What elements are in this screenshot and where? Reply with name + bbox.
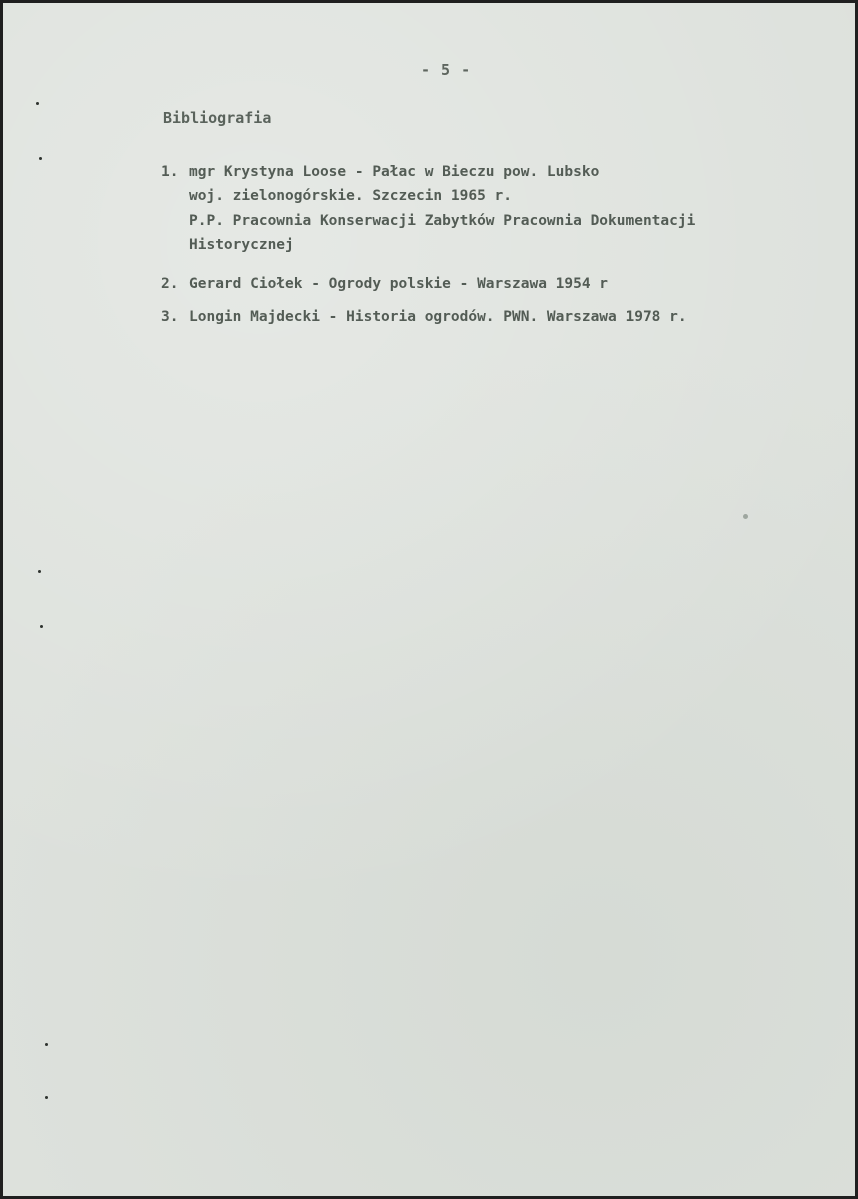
entry-1-number: 1.	[161, 164, 179, 180]
entry-1-line-1: mgr Krystyna Loose - Pałac w Bieczu pow. Lubsko	[189, 164, 600, 180]
scan-speck	[36, 102, 39, 105]
entry-1-line-4: Historycznej	[189, 237, 294, 253]
entry-3-number: 3.	[161, 309, 179, 325]
scan-speck	[45, 1043, 48, 1046]
entry-2-number: 2.	[161, 276, 179, 292]
scan-speck	[45, 1096, 48, 1099]
scan-speck	[38, 570, 41, 573]
page-number: - 5 -	[421, 61, 472, 79]
entry-1-line-3: P.P. Pracownia Konserwacji Zabytków Pracownia Dokumentacji	[189, 213, 696, 229]
bibliography-heading: Bibliografia	[163, 109, 272, 127]
scan-speck	[39, 157, 42, 160]
document-page	[3, 3, 855, 1196]
entry-1-line-2: woj. zielonogórskie. Szczecin 1965 r.	[189, 188, 513, 204]
scan-speck	[743, 514, 748, 519]
scan-speck	[40, 625, 43, 628]
entry-2-line-1: Gerard Ciołek - Ogrody polskie - Warszawa 1954 r	[189, 276, 609, 292]
entry-3-line-1: Longin Majdecki - Historia ogrodów. PWN. Warszawa 1978 r.	[189, 309, 687, 325]
